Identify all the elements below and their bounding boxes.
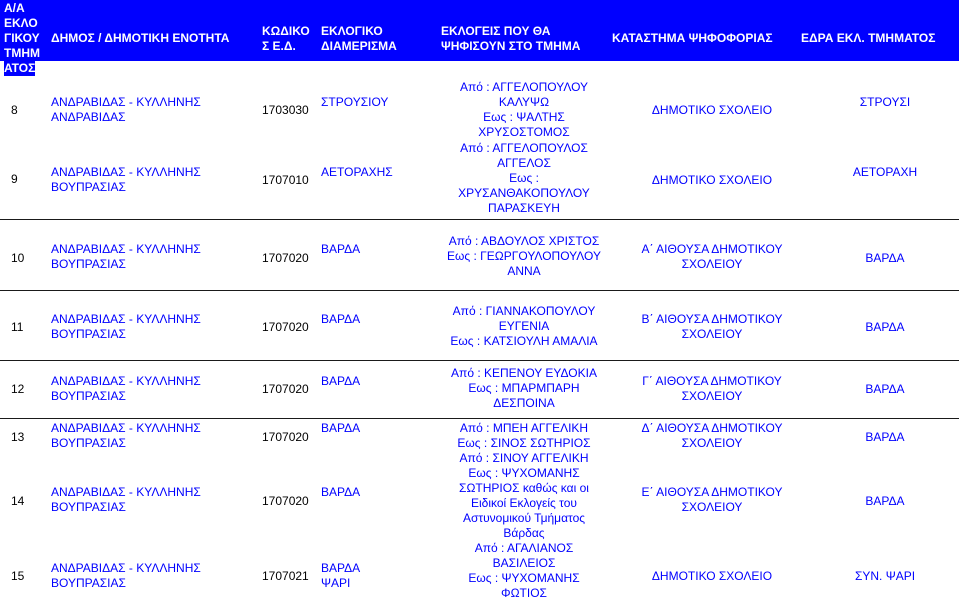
venue-line: ΣΧΟΛΕΙΟΥ — [681, 389, 743, 403]
voters-line: Από : ΑΓΑΛΙΑΝΟΣ — [474, 541, 574, 555]
row-seat: ΑΕΤΟΡΑΧΗ — [852, 165, 918, 179]
header-code-line: ΚΩΔΙΚΟ — [262, 24, 310, 38]
row-aa: 14 — [11, 494, 25, 508]
row-aa: 12 — [11, 382, 25, 396]
municipality-line: ΒΟΥΠΡΑΣΙΑΣ — [51, 500, 126, 514]
voters-line: Εως : ΨΥΧΟΜΑΝΗΣ — [468, 466, 580, 480]
row-voters — [440, 366, 608, 411]
voters-line: Εως : ΨΑΛΤΗΣ — [483, 110, 565, 124]
row-divider — [0, 418, 959, 419]
district-line: ΒΑΡΔΑ — [321, 561, 361, 575]
header-code — [262, 24, 310, 54]
row-code: 1707021 — [262, 569, 309, 583]
header-aa-line: ΓΙΚΟΥ — [4, 31, 40, 45]
header-district-line: ΕΚΛΟΓΙΚΟ — [321, 24, 383, 38]
row-divider — [0, 219, 959, 220]
header-voters-line: ΨΗΦΙΣΟΥΝ ΣΤΟ ΤΜΗΜΑ — [441, 39, 581, 53]
row-seat: ΒΑΡΔΑ — [865, 251, 905, 265]
table-header — [0, 0, 959, 61]
voters-line: Από : ΚΕΠΕΝΟΥ ΕΥΔΟΚΙΑ — [451, 366, 597, 380]
shared-voters — [440, 421, 608, 601]
row-municipality — [51, 485, 201, 515]
row-aa: 13 — [11, 430, 25, 444]
voters-line: ΕΥΓΕΝΙΑ — [498, 319, 550, 333]
municipality-line: ΑΝΔΡΑΒΙΔΑΣ - ΚΥΛΛΗΝΗΣ — [51, 95, 201, 109]
municipality-line: ΑΝΔΡΑΒΙΔΑΣ - ΚΥΛΛΗΝΗΣ — [51, 374, 201, 388]
row-code: 1707020 — [262, 320, 309, 334]
header-municipality: ΔΗΜΟΣ / ΔΗΜΟΤΙΚΗ ΕΝΟΤΗΤΑ — [51, 31, 230, 45]
row-municipality — [51, 165, 201, 195]
header-aa — [4, 1, 40, 61]
row-code: 1707020 — [262, 494, 309, 508]
row-seat: ΣΤΡΟΥΣΙ — [859, 95, 911, 109]
row-venue — [612, 485, 812, 515]
venue-line: Β΄ ΑΙΘΟΥΣΑ ΔΗΜΟΤΙΚΟΥ — [641, 312, 783, 326]
row-district: ΒΑΡΔΑ — [321, 421, 361, 435]
row-municipality — [51, 242, 201, 272]
row-venue — [612, 312, 812, 342]
row-seat: ΒΑΡΔΑ — [865, 430, 905, 444]
header-aa-line: Α/Α — [4, 1, 25, 15]
row-seat: ΒΑΡΔΑ — [865, 494, 905, 508]
venue-line: Ε΄ ΑΙΘΟΥΣΑ ΔΗΜΟΤΙΚΟΥ — [641, 485, 783, 499]
municipality-line: ΒΟΥΠΡΑΣΙΑΣ — [51, 389, 126, 403]
row-aa: 11 — [11, 320, 24, 334]
row-aa: 10 — [11, 251, 25, 265]
voters-line: ΦΩΤΙΟΣ — [501, 586, 547, 600]
row-aa: 15 — [11, 569, 25, 583]
municipality-line: ΒΟΥΠΡΑΣΙΑΣ — [51, 436, 126, 450]
venue-line: Δ΄ ΑΙΘΟΥΣΑ ΔΗΜΟΤΙΚΟΥ — [641, 421, 783, 435]
row-venue: ΔΗΜΟΤΙΚΟ ΣΧΟΛΕΙΟ — [651, 569, 773, 583]
venue-line: ΣΧΟΛΕΙΟΥ — [681, 436, 743, 450]
voters-line: Από : ΑΓΓΕΛΟΠΟΥΛΟΥ — [459, 80, 589, 94]
row-municipality — [51, 95, 201, 125]
row-voters — [440, 80, 608, 140]
venue-line: Α΄ ΑΙΘΟΥΣΑ ΔΗΜΟΤΙΚΟΥ — [641, 242, 783, 256]
venue-line: ΣΧΟΛΕΙΟΥ — [681, 500, 743, 514]
municipality-line: ΒΟΥΠΡΑΣΙΑΣ — [51, 257, 126, 271]
row-code: 1707020 — [262, 430, 309, 444]
row-aa: 8 — [11, 103, 18, 117]
voters-line: Από : ΑΓΓΕΛΟΠΟΥΛΟΣ — [460, 141, 588, 155]
row-code: 1707020 — [262, 251, 309, 265]
voters-line: Από : ΜΠΕΗ ΑΓΓΕΛΙΚΗ — [459, 421, 589, 435]
header-district-line: ΔΙΑΜΕΡΙΣΜΑ — [321, 39, 397, 53]
voters-line: Εως : — [509, 171, 539, 185]
district-line: ΨΑΡΙ — [321, 576, 351, 590]
row-municipality — [51, 374, 201, 404]
venue-line: Γ΄ ΑΙΘΟΥΣΑ ΔΗΜΟΤΙΚΟΥ — [642, 374, 782, 388]
row-voters — [440, 234, 608, 279]
header-seat: ΕΔΡΑ ΕΚΛ. ΤΜΗΜΑΤΟΣ — [801, 31, 936, 45]
municipality-line: ΑΝΔΡΑΒΙΔΑΣ - ΚΥΛΛΗΝΗΣ — [51, 312, 201, 326]
row-divider — [0, 290, 959, 291]
row-municipality — [51, 421, 201, 451]
header-code-line: Σ Ε.Δ. — [262, 39, 296, 53]
voters-line: ΠΑΡΑΣΚΕΥΗ — [488, 201, 560, 215]
municipality-line: ΒΟΥΠΡΑΣΙΑΣ — [51, 327, 126, 341]
row-venue — [612, 421, 812, 451]
voters-line: ΧΡΥΣΑΝΘΑΚΟΠΟΥΛΟΥ — [458, 186, 590, 200]
municipality-line: ΑΝΔΡΑΒΙΔΑΣ - ΚΥΛΛΗΝΗΣ — [51, 242, 201, 256]
row-district: ΒΑΡΔΑ — [321, 242, 361, 256]
voters-line: ΔΕΣΠΟΙΝΑ — [493, 396, 555, 410]
row-divider — [0, 360, 959, 361]
row-seat: ΒΑΡΔΑ — [865, 382, 905, 396]
voters-line: Εως : ΜΠΑΡΜΠΑΡΗ — [468, 381, 580, 395]
row-municipality — [51, 312, 201, 342]
voters-line: Εως : ΣΙΝΟΣ ΣΩΤΗΡΙΟΣ — [457, 436, 591, 450]
voters-line: Από : ΑΒΔΟΥΛΟΣ ΧΡΙΣΤΟΣ — [448, 234, 600, 248]
row-venue: ΔΗΜΟΤΙΚΟ ΣΧΟΛΕΙΟ — [651, 173, 773, 187]
row-code: 1707020 — [262, 382, 309, 396]
voters-line: Εως : ΓΕΩΡΓΟΥΛΟΠΟΥΛΟΥ — [447, 249, 601, 263]
venue-line: ΣΧΟΛΕΙΟΥ — [681, 257, 743, 271]
row-code: 1703030 — [262, 103, 309, 117]
municipality-line: ΑΝΔΡΑΒΙΔΑΣ - ΚΥΛΛΗΝΗΣ — [51, 165, 201, 179]
row-venue: ΔΗΜΟΤΙΚΟ ΣΧΟΛΕΙΟ — [651, 103, 773, 117]
voters-line: ΑΓΓΕΛΟΣ — [497, 156, 551, 170]
row-voters — [440, 141, 608, 216]
voters-line: Από : ΓΙΑΝΝΑΚΟΠΟΥΛΟΥ — [452, 304, 596, 318]
voters-line: ΑΝΝΑ — [507, 264, 541, 278]
voters-line: Από : ΣΙΝΟΥ ΑΓΓΕΛΙΚΗ — [459, 451, 589, 465]
row-district: ΑΕΤΟΡΑΧΗΣ — [321, 165, 393, 179]
voters-line: ΣΩΤΗΡΙΟΣ καθώς και οι — [459, 481, 589, 495]
header-venue: ΚΑΤΑΣΤΗΜΑ ΨΗΦΟΦΟΡΙΑΣ — [612, 31, 773, 45]
municipality-line: ΑΝΔΡΑΒΙΔΑΣ - ΚΥΛΛΗΝΗΣ — [51, 421, 201, 435]
municipality-line: ΑΝΔΡΑΒΙΔΑΣ - ΚΥΛΛΗΝΗΣ — [51, 485, 201, 499]
header-aa-last — [4, 61, 35, 76]
header-district — [321, 24, 397, 54]
row-district — [321, 561, 360, 591]
row-code: 1707010 — [262, 173, 309, 187]
voters-line: Εως : ΚΑΤΣΙΟΥΛΗ ΑΜΑΛΙΑ — [450, 334, 598, 348]
row-aa: 9 — [11, 172, 18, 186]
municipality-line: ΒΟΥΠΡΑΣΙΑΣ — [51, 576, 126, 590]
row-voters — [440, 304, 608, 349]
row-district: ΒΑΡΔΑ — [321, 312, 361, 326]
municipality-line: ΑΝΔΡΑΒΙΔΑΣ - ΚΥΛΛΗΝΗΣ — [51, 561, 201, 575]
municipality-line: ΒΟΥΠΡΑΣΙΑΣ — [51, 180, 126, 194]
voters-line: ΒΑΣΙΛΕΙΟΣ — [492, 556, 556, 570]
row-seat: ΣΥΝ. ΨΑΡΙ — [854, 569, 916, 583]
voters-line: Αστυνομικού Τμήματος — [462, 511, 586, 525]
row-municipality — [51, 561, 201, 591]
row-district: ΒΑΡΔΑ — [321, 485, 361, 499]
municipality-line: ΑΝΔΡΑΒΙΔΑΣ — [51, 110, 126, 124]
voters-line: Βάρδας — [503, 526, 545, 540]
row-district: ΣΤΡΟΥΣΙΟΥ — [321, 95, 389, 109]
voters-line: Εως : ΨΥΧΟΜΑΝΗΣ — [468, 571, 580, 585]
row-district: ΒΑΡΔΑ — [321, 374, 361, 388]
voters-line: ΧΡΥΣΟΣΤΟΜΟΣ — [478, 125, 570, 139]
header-voters — [441, 24, 580, 54]
row-venue — [612, 242, 812, 272]
venue-line: ΣΧΟΛΕΙΟΥ — [681, 327, 743, 341]
voters-line: ΚΑΛΥΨΩ — [498, 95, 550, 109]
header-voters-line: ΕΚΛΟΓΕΙΣ ΠΟΥ ΘΑ — [441, 24, 551, 38]
row-seat: ΒΑΡΔΑ — [865, 320, 905, 334]
voters-line: Ειδικοί Εκλογείς του — [471, 496, 577, 510]
header-aa-line: ΤΜΗΜ — [4, 46, 40, 60]
row-venue — [612, 374, 812, 404]
header-aa-line: ΕΚΛΟ — [4, 16, 38, 30]
header-aa-line: ΑΤΟΣ — [4, 61, 36, 75]
